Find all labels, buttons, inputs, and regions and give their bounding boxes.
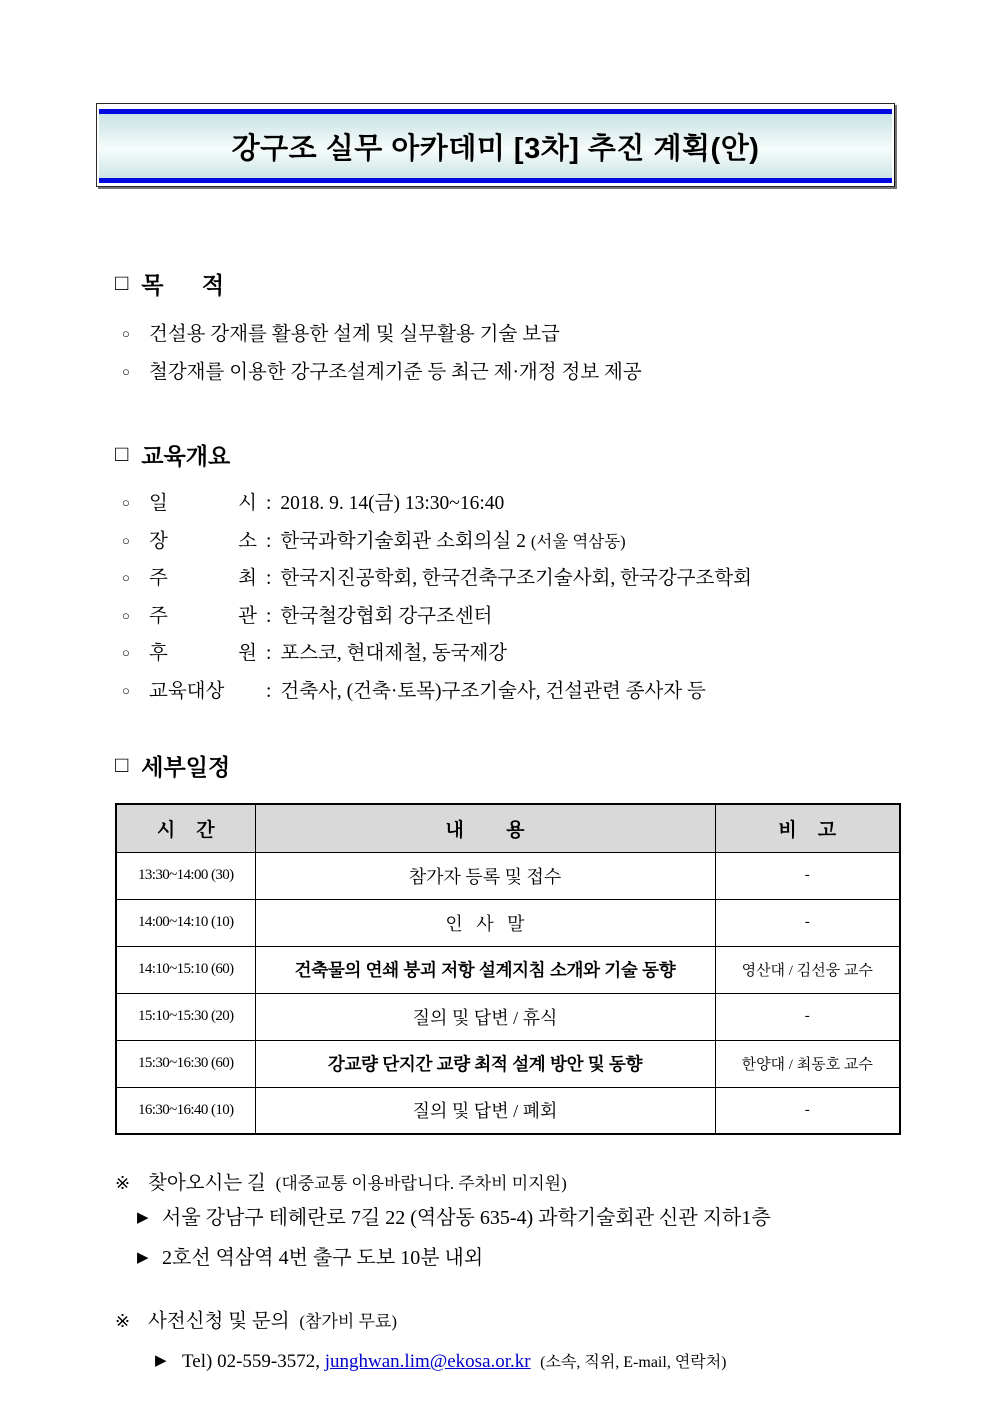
section-heading-purpose-label: 목 적: [141, 272, 225, 298]
title-banner-frame: [96, 103, 895, 187]
section-heading-schedule: [115, 749, 897, 782]
list-item: [115, 599, 897, 637]
label-separator: :: [266, 568, 272, 589]
list-item: [115, 636, 897, 674]
label-separator: :: [266, 680, 272, 702]
table-row: [116, 899, 900, 946]
label-separator: :: [266, 530, 272, 552]
title-banner: [99, 109, 892, 183]
registration-note: [115, 1306, 897, 1379]
arrow-right-icon: ▶: [137, 1210, 149, 1226]
circle-bullet-icon: ○: [122, 364, 130, 379]
list-item: [115, 561, 897, 599]
schedule-time: 14:10~15:10 (60): [116, 946, 255, 993]
schedule-time: 16:30~16:40 (10): [116, 1087, 255, 1134]
schedule-remark: -: [715, 1087, 900, 1134]
col-header-time: 시 간: [116, 804, 255, 852]
schedule-time: 13:30~14:00 (30): [116, 852, 255, 899]
schedule-content: 질의 및 답변 / 휴식: [255, 993, 715, 1040]
section-heading-overview-label: 교육개요: [141, 443, 231, 469]
overview-item-value: 한국지진공학회, 한국건축구조기술사회, 한국강구조학회: [280, 568, 753, 589]
directions-title-note: (대중교통 이용바랍니다. 주차비 미지원): [275, 1174, 567, 1193]
schedule-content: 질의 및 답변 / 폐회: [255, 1087, 715, 1134]
reference-mark-icon: ※: [115, 1173, 131, 1193]
table-row: [116, 946, 900, 993]
schedule-content: 건축물의 연쇄 붕괴 저항 설계지침 소개와 기술 동향: [255, 946, 715, 993]
circle-bullet-icon: ○: [122, 326, 130, 341]
circle-bullet-icon: ○: [122, 495, 130, 510]
square-bullet-icon: □: [115, 440, 129, 466]
spacer: [266, 1169, 276, 1199]
overview-item-value: 포스코, 현대제철, 동국제강: [280, 643, 508, 664]
col-header-remark: 비 고: [715, 804, 900, 852]
table-header-row: [116, 804, 900, 852]
contact-line: [115, 1346, 897, 1379]
directions-heading: [115, 1168, 897, 1199]
list-item: [115, 674, 897, 712]
list-item: [115, 354, 897, 392]
registration-title: 사전신청 및 문의: [148, 1311, 290, 1332]
overview-item-value: 한국과학기술회관 소회의실 2: [280, 530, 526, 552]
schedule-time: 14:00~14:10 (10): [116, 899, 255, 946]
table-row: [116, 1040, 900, 1087]
schedule-remark: 한양대 / 최동호 교수: [715, 1040, 900, 1087]
overview-item-label: 일 시: [149, 493, 257, 514]
schedule-table: [115, 803, 901, 1135]
contact-info-note: (소속, 직위, E-mail, 연락처): [540, 1354, 727, 1371]
spacer: [290, 1307, 300, 1337]
reference-mark-icon: ※: [115, 1311, 131, 1331]
section-heading-purpose: [115, 267, 897, 300]
list-item: [115, 524, 897, 562]
spacer: [531, 1346, 541, 1378]
schedule-time: 15:10~15:30 (20): [116, 993, 255, 1040]
square-bullet-icon: □: [115, 751, 129, 777]
label-separator: :: [266, 605, 272, 627]
circle-bullet-icon: ○: [122, 570, 130, 585]
label-separator: :: [266, 643, 272, 664]
section-heading-overview: [115, 438, 897, 471]
directions-item-text: 2호선 역삼역 4번 출구 도보 10분 내외: [162, 1247, 484, 1269]
table-row: [116, 1087, 900, 1134]
schedule-content: 강교량 단지간 교량 최적 설계 방안 및 동향: [255, 1040, 715, 1087]
document-body: [0, 267, 992, 1379]
registration-heading: [115, 1306, 897, 1337]
schedule-remark: 영산대 / 김선웅 교수: [715, 946, 900, 993]
overview-item-note: (서울 역삼동): [530, 531, 626, 551]
overview-list: [115, 486, 897, 711]
email-link[interactable]: junghwan.lim@ekosa.or.kr: [324, 1351, 531, 1372]
schedule-remark: -: [715, 852, 900, 899]
purpose-item-text: 철강재를 이용한 강구조설계기준 등 최근 제·개정 정보 제공: [149, 362, 642, 383]
overview-item-value: 2018. 9. 14(금) 13:30~16:40: [280, 493, 505, 514]
overview-item-value: 건축사, (건축·토목)구조기술사, 건설관련 종사자 등: [280, 680, 706, 702]
tel-number: Tel) 02-559-3572,: [182, 1351, 320, 1372]
overview-item-label: 주 관: [149, 605, 257, 627]
table-row: [116, 852, 900, 899]
purpose-item-text: 건설용 강재를 활용한 설계 및 실무활용 기술 보급: [149, 324, 560, 345]
registration-title-note: (참가비 무료): [299, 1312, 398, 1331]
label-separator: :: [266, 493, 272, 514]
circle-bullet-icon: ○: [122, 682, 130, 698]
schedule-remark: -: [715, 993, 900, 1040]
list-item: [115, 486, 897, 524]
overview-item-label: 주 최: [149, 568, 257, 589]
circle-bullet-icon: ○: [122, 607, 130, 623]
list-item: [115, 316, 897, 354]
schedule-content: 인 사 말: [255, 899, 715, 946]
arrow-right-icon: ▶: [137, 1250, 149, 1266]
directions-item: [115, 1239, 897, 1279]
schedule-content: 참가자 등록 및 접수: [255, 852, 715, 899]
directions-item-text: 서울 강남구 테헤란로 7길 22 (역삼동 635-4) 과학기술회관 신관 지하1층: [162, 1207, 771, 1229]
overview-item-value: 한국철강협회 강구조센터: [280, 605, 493, 627]
purpose-list: [115, 316, 897, 392]
directions-item: [115, 1199, 897, 1239]
section-heading-schedule-label: 세부일정: [141, 754, 231, 780]
circle-bullet-icon: ○: [122, 645, 130, 660]
schedule-remark: -: [715, 899, 900, 946]
directions-title: 찾아오시는 길: [148, 1173, 266, 1194]
arrow-right-icon: ▶: [155, 1353, 167, 1369]
table-row: [116, 993, 900, 1040]
square-bullet-icon: □: [115, 269, 129, 295]
circle-bullet-icon: ○: [122, 532, 130, 548]
directions-note: [115, 1168, 897, 1279]
schedule-time: 15:30~16:30 (60): [116, 1040, 255, 1087]
overview-item-label: 후 원: [149, 643, 257, 664]
overview-item-label: 교육대상: [149, 680, 225, 702]
col-header-content: 내 용: [255, 804, 715, 852]
page-title: 강구조 실무 아카데미 [3차] 추진 계획(안): [231, 132, 760, 165]
overview-item-label: 장 소: [149, 530, 257, 552]
